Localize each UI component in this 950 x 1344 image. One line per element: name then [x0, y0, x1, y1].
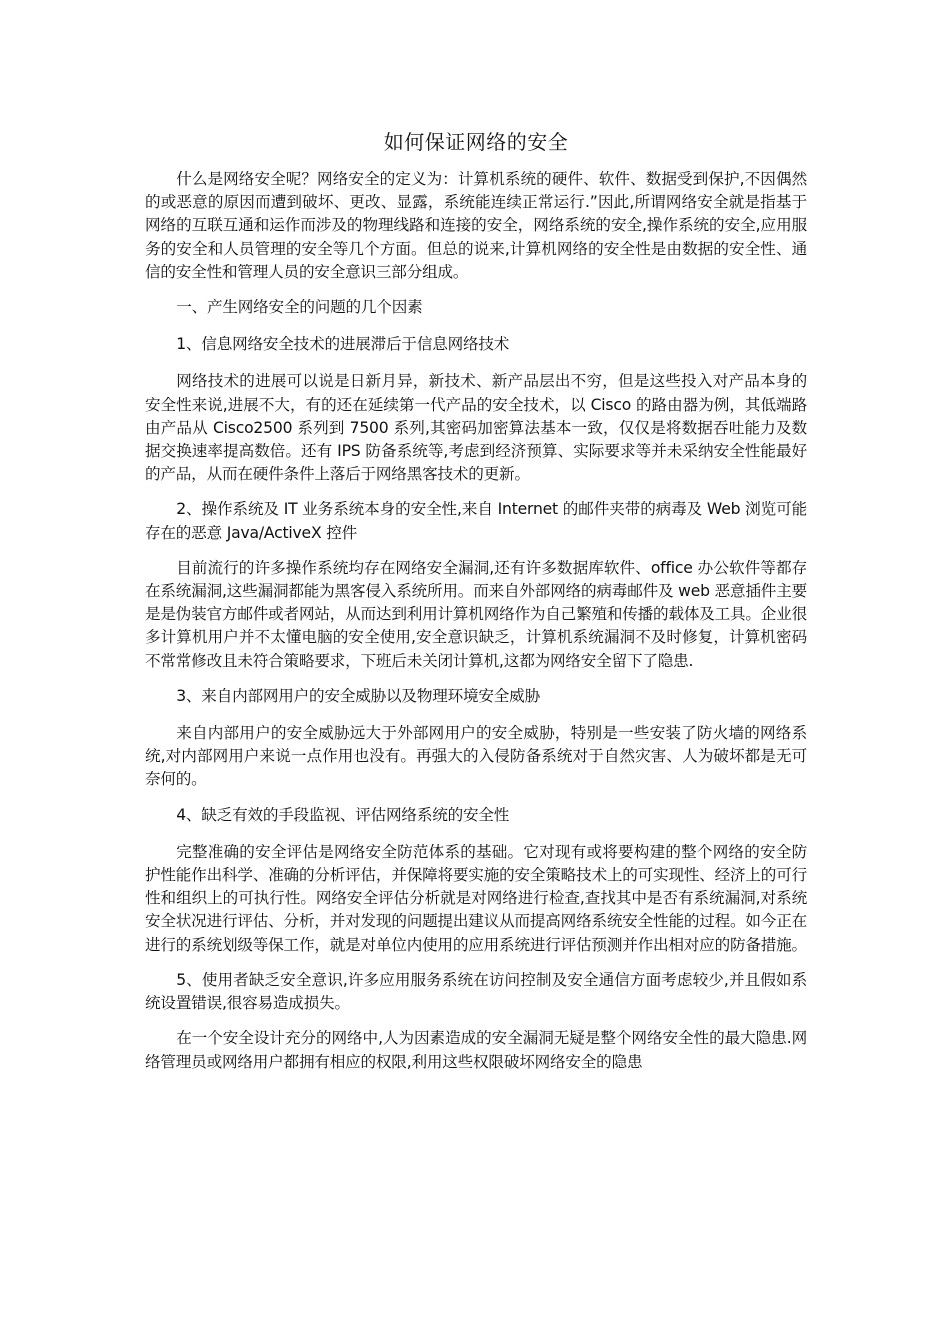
paragraph-os-vulnerabilities: 目前流行的许多操作系统均存在网络安全漏洞,还有许多数据库软件、office 办公软件等都存在系统漏洞,这些漏洞都能为黑客侵入系统所用。而来自外部网络的病毒邮件及 web 恶意插件主要是是伪装官方邮件或者网站，从而达到利用计算机网络作为自己繁殖和传播的载体及工具。企业很多计算机用户并不太懂电脑的安全使用,安全意识缺乏，计算机系统漏洞不及时修复，计算机密码不常常修改且未符合策略要求，下班后未关闭计算机,这都为网络安全留下了隐患.	[145, 558, 807, 670]
paragraph-human-factors: 在一个安全设计充分的网络中,人为因素造成的安全漏洞无疑是整个网络安全性的最大隐患.网络管理员或网络用户都拥有相应的权限,利用这些权限破坏网络安全的隐患	[145, 1029, 807, 1071]
paragraph-security-assessment: 完整准确的安全评估是网络安全防范体系的基础。它对现有或将要构建的整个网络的安全防护性能作出科学、准确的分析评估，并保障将要实施的安全策略技术上的可实现性、经济上的可行性和组织上的可执行性。网络安全评估分析就是对网络进行检查,查找其中是否有系统漏洞,对系统安全状况进行评估、分析，并对发现的问题提出建议从而提高网络系统安全性能的过程。如今正在进行的系统划级等保工作，就是对单位内使用的应用系统进行评估预测并作出相对应的防备措施。	[145, 842, 807, 954]
subheading-4: 4、缺乏有效的手段监视、评估网络系统的安全性	[176, 805, 510, 824]
section-heading-factors: 一、产生网络安全的问题的几个因素	[176, 298, 423, 317]
document-title: 如何保证网络的安全	[383, 130, 569, 154]
paragraph-definition: 什么是网络安全呢？网络安全的定义为：计算机系统的硬件、软件、数据受到保护,不因偶然的或恶意的原因而遭到破坏、更改、显露，系统能连续正常运行.”因此,所谓网络安全就是指基于网络的互联互通和运作而涉及的物理线路和连接的安全，网络系统的安全,操作系统的安全,应用服务的安全和人员管理的安全等几个方面。但总的说来,计算机网络的安全性是由数据的安全性、通信的安全性和管理人员的安全意识三部分组成。	[145, 170, 807, 281]
paragraph-internal-threats: 来自内部用户的安全威胁远大于外部网用户的安全威胁，特别是一些安装了防火墙的网络系统,对内部网用户来说一点作用也没有。再强大的入侵防备系统对于自然灾害、人为破坏都是无可奈何的。	[145, 724, 807, 789]
paragraph-tech-progress: 网络技术的进展可以说是日新月异，新技术、新产品层出不穷，但是这些投入对产品本身的安全性来说,进展不大，有的还在延续第一代产品的安全技术，以 Cisco 的路由器为例，其低端路由产品从 Cisco2500 系列到 7500 系列,其密码加密算法基本一致，仅仅是将数据吞吐能力及数据交换速率提高数倍。还有 IPS 防备系统等,考虑到经济预算、实际要求等并未采纳安全性能最好的产品，从而在硬件条件上落后于网络黑客技术的更新。	[145, 372, 807, 484]
subheading-2: 2、操作系统及 IT 业务系统本身的安全性,来自 Internet 的邮件夹带的病毒及 Web 浏览可能存在的恶意 Java/ActiveX 控件	[145, 500, 807, 542]
subheading-3: 3、来自内部网用户的安全威胁以及物理环境安全威胁	[176, 686, 540, 705]
subheading-5: 5、使用者缺乏安全意识,许多应用服务系统在访问控制及安全通信方面考虑较少,并且假如系统设置错误,很容易造成损失。	[145, 970, 807, 1013]
subheading-1: 1、信息网络安全技术的进展滞后于信息网络技术	[176, 335, 510, 354]
document-body	[145, 124, 807, 1086]
